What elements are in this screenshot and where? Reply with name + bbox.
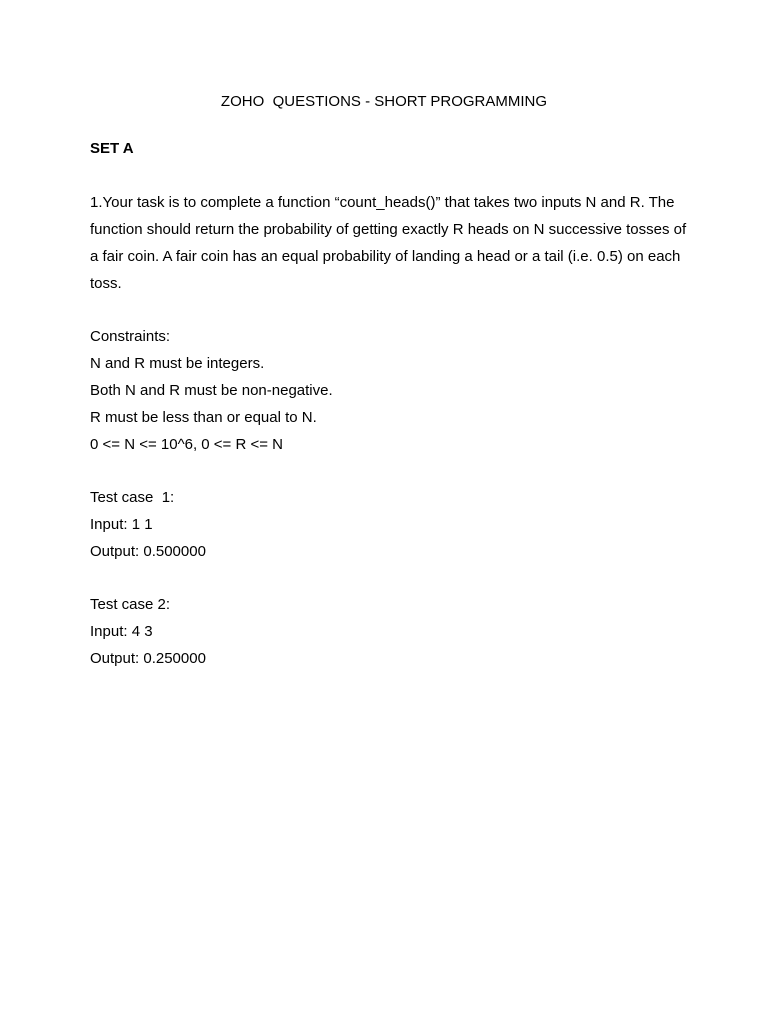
test-case-label: Test case 2: <box>90 596 171 613</box>
constraints-section <box>90 323 690 458</box>
constraint-item: 0 <= N <= 10^6, 0 <= R <= N <box>90 436 284 453</box>
question-text: 1.Your task is to complete a function “count_heads()” that takes two inputs N and R. The function should return the probability of getting exactly R heads on N successive tosses of a fair coin. A fair coin has an equal probability of landing a head or a tail (i.e. 0.5) on each toss. <box>90 194 687 292</box>
constraint-item: R must be less than or equal to N. <box>90 409 317 426</box>
test-case-input: Input: 1 1 <box>90 516 153 533</box>
test-case-output: Output: 0.250000 <box>90 650 206 667</box>
test-case-1 <box>90 484 690 565</box>
set-heading: SET A <box>90 140 134 157</box>
constraint-item: N and R must be integers. <box>90 355 265 372</box>
constraint-item: Both N and R must be non-negative. <box>90 382 333 399</box>
spacer <box>90 458 690 484</box>
test-case-2 <box>90 591 690 672</box>
test-case-input: Input: 4 3 <box>90 623 153 640</box>
test-case-output: Output: 0.500000 <box>90 543 206 560</box>
spacer <box>90 565 690 591</box>
document-title: ZOHO QUESTIONS - SHORT PROGRAMMING <box>220 93 548 110</box>
test-case-label: Test case 1: <box>90 489 175 506</box>
document-content <box>90 189 690 672</box>
constraints-heading: Constraints: <box>90 328 171 345</box>
spacer <box>90 297 690 323</box>
